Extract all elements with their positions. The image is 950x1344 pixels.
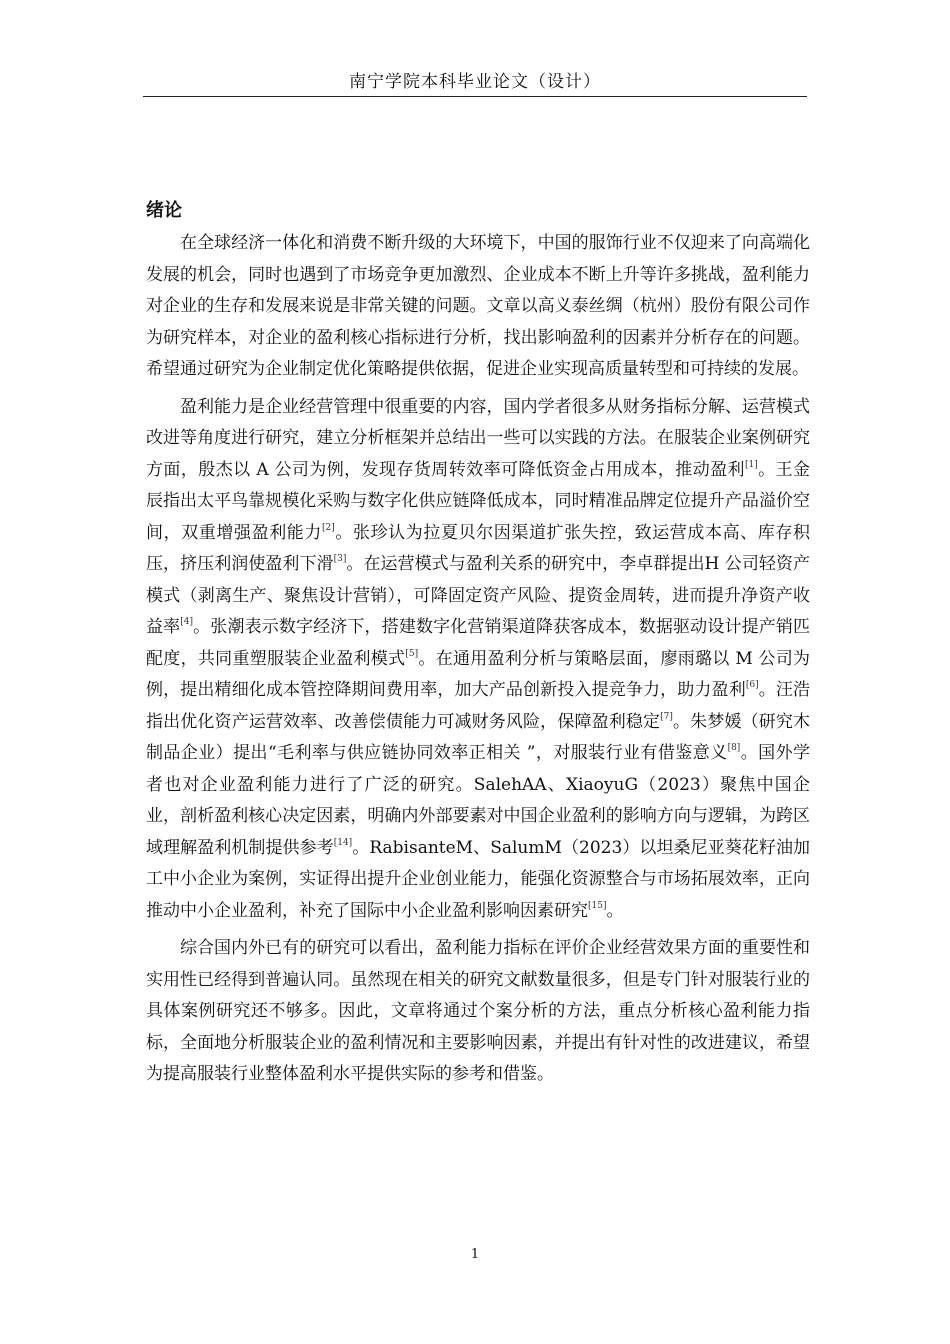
citation-ref: [4] <box>180 617 194 627</box>
citation-ref: [6] <box>745 680 759 690</box>
citation-ref: [15] <box>588 900 607 911</box>
citation-ref: [14] <box>333 837 353 848</box>
citation-ref: [1] <box>744 459 758 470</box>
citation-ref: [7] <box>660 711 673 722</box>
page-number: 1 <box>470 1247 480 1262</box>
paragraph-text: 。在运营模式与盈利关系的研究中，李卓群提出H 公司轻资产模式（剥离生产、聚焦设计营销），可降固定资产风险、提资金周转，进而提升净资产收益率 <box>146 554 811 637</box>
paragraph <box>146 933 810 1091</box>
paragraph-text: 在全球经济一体化和消费不断升级的大环境下，中国的服饰行业不仅迎来了向高端化发展的机会，同时也遇到了市场竞争更加激烈、企业成本不断上升等许多挑战，盈利能力对企业的生存和发展来说是非常关键的问题。文章以高义泰丝绸（杭州）股份有限公司作为研究样本，对企业的盈利核心指标进行分析，找出影响盈利的因素并分析存在的问题。希望通过研究为企业制定优化策略提供依据，促进企业实现高质量转型和可持续的发展。 <box>146 233 810 379</box>
paragraph-text: 。在通用盈利分析与策略层面，廖雨璐以 M 公司为例，提出精细化成本管控降期间费用率，加大产品创新投入提竞争力，助力盈利 <box>146 648 810 700</box>
citation-ref: [3] <box>333 554 347 564</box>
paragraph-text: 综合国内外已有的研究可以看出，盈利能力指标在评价企业经营效果方面的重要性和实用性已经得到普遍认同。虽然现在相关的研究文献数量很多，但是专门针对服装行业的具体案例研究还不够多。因此，文章将通过个案分析的方法，重点分析核心盈利能力指标，全面地分析服装企业的盈利情况和主要影响因素，并提出有针对性的改进建议，希望为提高服装行业整体盈利水平提供实际的参考和借鉴。 <box>146 938 810 1084</box>
section-title: 绪论 <box>146 200 182 221</box>
paragraph-text: 盈利能力是企业经营管理中很重要的内容，国内学者很多从财务指标分解、运营模式改进等角度进行研究，建立分析框架并总结出一些可以实践的方法。在服装企业案例研究方面，殷杰以 A 公司为例，发现存货周转效率可降低资金占用成本，推动盈利 <box>146 396 810 480</box>
header-rule <box>143 96 807 97</box>
paragraph-text: 。张珍认为拉夏贝尔因渠道扩张失控，致运营成本高、库存积压，挤压利润使盈利下滑 <box>146 522 811 574</box>
body-text <box>146 228 810 1091</box>
paragraph-text: 。张潮表示数字经济下，搭建数字化营销渠道降获客成本，数据驱动设计提产销匹配度，共同重塑服装企业盈利模式 <box>146 617 811 669</box>
paragraph-text: 。 <box>606 900 624 921</box>
citation-ref: [5] <box>405 648 419 659</box>
paragraph <box>146 228 810 386</box>
paragraph-text: 。国外学者也对企业盈利能力进行了广泛的研究。SalehAA、XiaoyuG（2023）聚焦中国企业，剖析盈利核心决定因素，明确内外部要素对中国企业盈利的影响方向与逻辑，为跨区域理解盈利机制提供参考 <box>146 743 810 858</box>
paragraph-text: 。汪浩指出优化资产运营效率、改善偿债能力可减财务风险，保障盈利稳定 <box>146 680 811 732</box>
citation-ref: [8] <box>727 743 741 753</box>
page-header: 南宁学院本科毕业论文（设计） <box>349 72 601 92</box>
paragraph <box>146 392 810 928</box>
citation-ref: [2] <box>322 522 335 533</box>
paragraph-text: 。朱梦媛（研究木制品企业）提出“毛利率与供应链协同效率正相关 ”，对服装行业有借鉴意义 <box>146 711 811 763</box>
paragraph-text: 。王金辰指出太平鸟靠规模化采购与数字化供应链降低成本，同时精准品牌定位提升产品溢价空间，双重增强盈利能力 <box>146 459 810 543</box>
paragraph-text: 。RabisanteM、SalumM（2023）以坦桑尼亚葵花籽油加工中小企业为案例，实证得出提升企业创业能力，能强化资源整合与市场拓展效率，正向推动中小企业盈利，补充了国际中小企业盈利影响因素研究 <box>146 837 811 921</box>
